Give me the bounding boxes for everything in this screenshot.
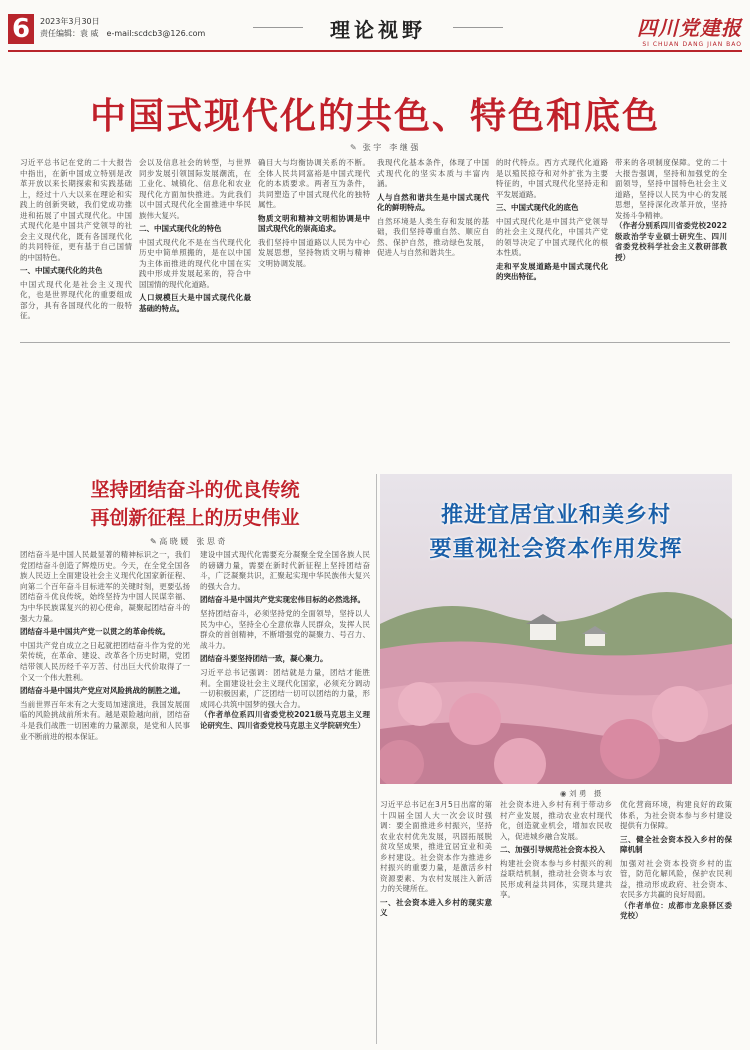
section-subheading: 团结奋斗是中国共产党应对风险挑战的制胜之道。 xyxy=(20,686,185,696)
section-heading: 二、加强引导规范社会资本投入 xyxy=(500,845,605,854)
author-note: （作者单位系四川省委党校2021级马克思主义理论研究生、四川省委党校马克思主义学院研究生） xyxy=(200,710,370,730)
header-meta xyxy=(40,16,205,40)
pen-icon: ✎ xyxy=(150,537,160,546)
article1-column-6 xyxy=(615,158,727,338)
page-number: 6 xyxy=(8,14,34,44)
article1-body xyxy=(20,158,730,338)
article2-title-line1: 坚持团结奋斗的优良传统 xyxy=(90,479,300,501)
article1-byline xyxy=(350,142,418,153)
paragraph: 优化营商环境，构建良好的政策体系，为社会资本参与乡村建设提供有力保障。 xyxy=(620,800,732,830)
paragraph: 中国式现代化是社会主义现代化，也是世界现代化的重要组成部分，具有各国现代化的一般特征。 xyxy=(20,279,132,320)
section-subheading: 人口规模巨大是中国式现代化最基础的特点。 xyxy=(139,293,251,313)
section-subheading: 团结奋斗是中国共产党实现宏伟目标的必然选择。 xyxy=(200,595,365,605)
column-title: 理论视野 xyxy=(308,14,448,43)
paragraph: 社会资本进入乡村有利于带动乡村产业发展，推动农业农村现代化，创造就业机会，增加农民收入，促进城乡融合发展。 xyxy=(500,800,612,841)
article3-title xyxy=(380,498,732,566)
paragraph: 中国式现代化不是在当代现代化历史中简单照搬的，是在以中国为主体而推进的现代化中国在实践中形成并发展起来的，符合中国国情的现代化道路。 xyxy=(139,237,251,289)
section-heading: 二、中国式现代化的特色 xyxy=(139,224,222,233)
editor-line: 责任编辑：袁 威 e-mail:scdcb3@126.com xyxy=(40,29,206,38)
article2-column-1 xyxy=(20,550,190,1045)
article1-column-3 xyxy=(258,158,370,338)
article1-column-1 xyxy=(20,158,132,338)
paragraph: 建设中国式现代化需要充分凝聚全党全国各族人民的磅礴力量，需要在新时代新征程上坚持团结奋斗，广泛凝聚共识，汇聚起实现中华民族伟大复兴的强大合力。 xyxy=(200,550,370,591)
section-subheading: 团结奋斗是中国共产党一以贯之的革命传统。 xyxy=(20,627,170,637)
article1-column-4 xyxy=(377,158,489,338)
paragraph: 中国式现代化是中国共产党领导的社会主义现代化，中国共产党的领导决定了中国式现代化的根本性质。 xyxy=(496,216,608,257)
paragraph: 习近平总书记在3月5日出席的第十四届全国人大一次会议时强调：要全面推进乡村振兴，坚持农业农村优先发展，巩固拓展脱贫攻坚成果，推进宜居宜业和美乡村建设。社会资本作为推进乡村振兴的重要力量，是激活乡村资源要素、为农村发展注入新活力的关键所在。 xyxy=(380,800,492,893)
article3-title-line2: 要重视社会资本作用发挥 xyxy=(429,536,683,562)
photo-credit xyxy=(560,788,601,799)
article1-author: 张 宇 李 继 强 xyxy=(362,143,419,152)
paragraph: 习近平总书记强调：团结就是力量，团结才能胜利。全面建设社会主义现代化国家，必须充分调动一切积极因素，广泛团结一切可以团结的力量，形成同心共筑中国梦的强大合力。 xyxy=(200,667,370,709)
author-note: （作者单位：成都市龙泉驿区委党校） xyxy=(620,900,732,920)
column-divider xyxy=(376,474,377,1044)
article2-body xyxy=(20,550,370,1045)
brand-name: 四川党建报 xyxy=(637,16,742,40)
pen-icon: ✎ xyxy=(350,143,357,152)
article2-title-line2: 再创新征程上的历史伟业 xyxy=(90,507,300,529)
paragraph: 构建社会资本参与乡村振兴的利益联结机制，推动社会资本与农民形成利益共同体，实现共建共享。 xyxy=(500,858,612,899)
masthead-logo xyxy=(637,12,742,48)
article2-byline xyxy=(150,536,225,547)
camera-icon: ◉ xyxy=(560,789,569,798)
paragraph: 带来的各项制度保障。党的二十大报告强调，坚持和加强党的全面领导，坚持中国特色社会主义道路，坚持以人民为中心的发展思想，坚持深化改革开放，坚持发扬斗争精神。 xyxy=(615,158,727,220)
article1-column-2 xyxy=(139,158,251,338)
article3-body xyxy=(380,800,732,1045)
paragraph: 会以及信息社会的转型，与世界同步发展引领国际发展潮流，在工业化、城镇化、信息化和农业现代化方面加快推进。为此我们以中国式现代化全面推进中华民族伟大复兴。 xyxy=(139,158,251,220)
section-subheading: 团结奋斗要坚持团结一致，凝心聚力。 xyxy=(200,654,328,664)
article3-column-1 xyxy=(380,800,492,1045)
section-subheading: 走和平发展道路是中国式现代化的突出特征。 xyxy=(496,261,608,281)
paragraph: 团结奋斗是中国人民最显著的精神标识之一，我们党团结奋斗创造了辉煌历史。今天，在全党全国各族人民迈上全面建设社会主义现代化国家新征程、向第二个百年奋斗目标进军的关键时刻，更要弘扬团结奋斗优良传统，始终坚持为中国人民谋幸福、为中华民族谋复兴的初心使命，凝聚起团结奋斗的强大力量。 xyxy=(20,550,190,623)
article2-column-2 xyxy=(200,550,370,1045)
section-heading: 一、中国式现代化的共色 xyxy=(20,266,103,275)
section-subheading: 人与自然和谐共生是中国式现代化的鲜明特点。 xyxy=(377,192,489,212)
paragraph: 坚持团结奋斗，必须坚持党的全面领导，坚持以人民为中心，坚持全心全意依靠人民群众，发挥人民群众的首创精神，不断增强党的凝聚力、号召力、战斗力。 xyxy=(200,608,370,650)
paragraph: 的时代特点。西方式现代化道路是以殖民掠夺和对外扩张为主要特征的，中国式现代化坚持走和平发展道路。 xyxy=(496,158,608,199)
article2-title xyxy=(20,476,370,532)
article3-photo xyxy=(380,474,732,784)
paragraph: 当前世界百年未有之大变局加速演进，我国发展面临的风险挑战前所未有。越是艰险越向前，团结奋斗是我们战胜一切困难的力量源泉，是党和人民事业不断前进的根本保证。 xyxy=(20,699,190,741)
article3-title-line1: 推进宜居宜业和美乡村 xyxy=(440,502,671,528)
article3-column-3 xyxy=(620,800,732,1045)
section-subheading: 物质文明和精神文明相协调是中国式现代化的崇高追求。 xyxy=(258,213,370,233)
photo-credit-text: 刘 勇 摄 xyxy=(568,789,602,798)
section-heading: 三、健全社会资本投入乡村的保障机制 xyxy=(620,834,732,854)
issue-date: 2023年3月30日 xyxy=(40,17,100,26)
article1-column-5 xyxy=(496,158,608,338)
section-heading: 一、社会资本进入乡村的现实意义 xyxy=(380,897,492,917)
paragraph: 确目大与均衡协调关系的不断。全体人民共同富裕是中国式现代化的本质要求。两者互为条件，共同塑造了中国式现代化的独特属性。 xyxy=(258,158,370,209)
article1-title: 中国式现代化的共色、特色和底色 xyxy=(89,95,660,137)
brand-pinyin: SI CHUAN DANG JIAN BAO xyxy=(642,41,742,48)
paragraph: 我们坚持中国道路以人民为中心发展思想，坚持物质文明与精神文明协调发展。 xyxy=(258,237,370,268)
section-heading: 三、中国式现代化的底色 xyxy=(496,203,579,212)
paragraph: 自然环境是人类生存和发展的基础，我们坚持尊重自然、顺应自然、保护自然，推动绿色发展，促进人与自然和谐共生。 xyxy=(377,216,489,257)
paragraph: 习近平总书记在党的二十大报告中指出，在新中国成立特别是改革开放以来长期探索和实践基础上，经过十八大以来在理论和实践上的创新突破，我们党成功推进和拓展了中国式现代化。中国式现代化是中国共产党领导的社会主义现代化，既有各国现代化的共同特征，更有基于自己国情的中国特色。 xyxy=(20,158,132,262)
section-divider xyxy=(20,342,730,343)
article2-author: 高 晓 媛 张 思 奇 xyxy=(159,537,226,546)
article3-column-2 xyxy=(500,800,612,1045)
paragraph: 加强对社会资本投资乡村的监管，防范化解风险，保护农民利益，推动形成政府、社会资本、农民多方共赢的良好局面。 xyxy=(620,858,732,899)
author-note: （作者分别系四川省委党校2022级政治学专业硕士研究生、四川省委党校科学社会主义教研部教授） xyxy=(615,221,727,262)
paragraph: 中国共产党自成立之日起就把团结奋斗作为党的光荣传统，在革命、建设、改革各个历史时期，党团结带领人民历经千辛万苦、付出巨大代价取得了一个又一个伟大胜利。 xyxy=(20,640,190,682)
paragraph: 我现代化基本条件，体现了中国式现代化的坚实本质与丰富内涵。 xyxy=(377,158,489,188)
page-header xyxy=(8,12,742,52)
